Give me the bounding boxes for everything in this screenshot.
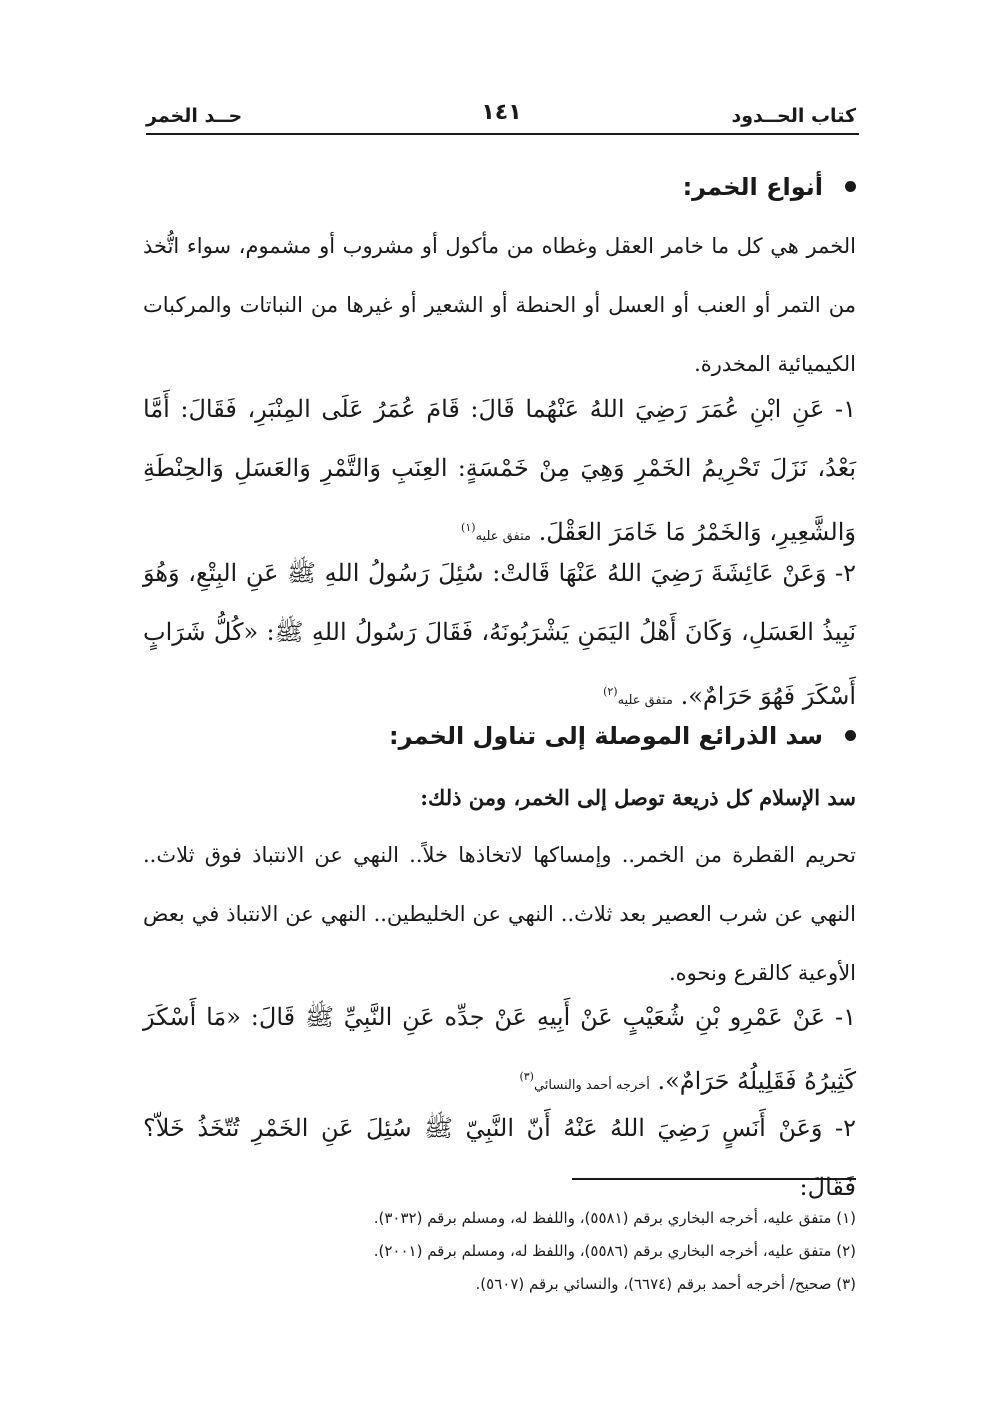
hadith-text: ٢- وَعَنْ عَائِشَةَ رَضِيَ اللهُ عَنْهَا قَالتْ: سُئِلَ رَسُولُ اللهِ ﷺ عَنِ البِتْعِ، وَهُوَ نَبِيذُ العَسَلِ، وَكَانَ أَهْلُ اليَمَنِ يَشْرَبُونَهُ، فَقَالَ رَسُولُ اللهِ ﷺ: «كُلُّ شَرَابٍ أَسْكَرَ فَهُوَ حَرَامٌ».	[143, 559, 856, 710]
hadith-source: متفق عليه	[475, 529, 531, 544]
hadith-block-2	[143, 544, 856, 730]
hadith-block-1	[143, 380, 856, 566]
section-heading-blocking-means	[143, 716, 856, 756]
prohibitions-paragraph: تحريم القطرة من الخمر.. وإمساكها لاتخاذها خلاً.. النهي عن الانتباذ فوق ثلاث.. النهي عن شرب العصير بعد ثلاث.. النهي عن الخليطين.. النهي عن الانتباذ في بعض الأوعية كالقرع ونحوه.	[143, 843, 856, 985]
section-heading-text: سد الذرائع الموصلة إلى تناول الخمر:	[389, 722, 823, 750]
header-divider	[146, 133, 859, 135]
header-chapter-title: حــد الخمر	[146, 105, 243, 127]
bullet-icon	[845, 730, 856, 741]
bullet-icon	[845, 181, 856, 192]
footnote-ref: (١)	[461, 521, 476, 534]
section-subheading: سد الإسلام كل ذريعة توصل إلى الخمر، ومن ذلك:	[420, 785, 856, 810]
definition-paragraph: الخمر هي كل ما خامر العقل وغطاه من مأكول أو مشروب أو مشموم، سواء اتُّخذ من التمر أو العنب أو العسل أو الحنطة أو الشعير أو غيرها من النباتات والمركبات الكيميائية المخدرة.	[143, 234, 856, 376]
footnote-ref: (٢)	[603, 685, 618, 698]
hadith-source: متفق عليه	[617, 693, 673, 708]
footnote-2: (٢) متفق عليه، أخرجه البخاري برقم (٥٥٨٦)، واللفظ له، ومسلم برقم (٢٠٠١).	[373, 1242, 856, 1260]
section-heading-types	[143, 167, 856, 207]
header-book-title: كتاب الحــدود	[731, 105, 856, 127]
hadith-block-3	[143, 988, 856, 1115]
footnote-ref: (٣)	[519, 1070, 534, 1083]
footnote-1: (١) متفق عليه، أخرجه البخاري برقم (٥٥٨١)، واللفظ له، ومسلم برقم (٣٠٣٢).	[373, 1209, 856, 1227]
hadith-block-4: ٢- وَعَنْ أَنَسٍ رَضِيَ اللهُ عَنْهُ أَنّ النَّبِيّ ﷺ سُئِلَ عَنِ الخَمْرِ تُتّخَذُ خَلاّ؟ فَقَالَ:	[143, 1114, 856, 1201]
hadith-text: ١- عَنْ عَمْرِو بْنِ شُعَيْبٍ عَنْ أَبِيهِ عَنْ جدِّه عَنِ النَّبِيِّ ﷺ قَالَ: «مَا أَسْكَرَ كَثِيرُهُ فَقَلِيلُهُ حَرَامٌ».	[143, 1003, 856, 1095]
hadith-source: أخرجه أحمد والنسائي	[533, 1078, 650, 1093]
footnote-3: (٣) صحيح/ أخرجه أحمد برقم (٦٦٧٤)، والنسائي برقم (٥٦٠٧).	[475, 1275, 856, 1293]
footnote-divider	[572, 1178, 856, 1180]
header-page-number: ١٤١	[481, 100, 522, 125]
section-heading-text: أنواع الخمر:	[682, 173, 823, 201]
hadith-text: ١- عَنِ ابْنِ عُمَرَ رَضِيَ اللهُ عَنْهُما قَالَ: قَامَ عُمَرُ عَلَى المِنْبَرِ، فَقَالَ: أَمَّا بَعْدُ، نَزَلَ تَحْرِيمُ الخَمْرِ وَهِيَ مِنْ خَمْسَةٍ: العِنَبِ وَالتَّمْرِ وَالعَسَلِ وَالحِنْطَةِ وَالشَّعِيرِ، وَالخَمْرُ مَا خَامَرَ العَقْلَ.	[143, 395, 856, 546]
